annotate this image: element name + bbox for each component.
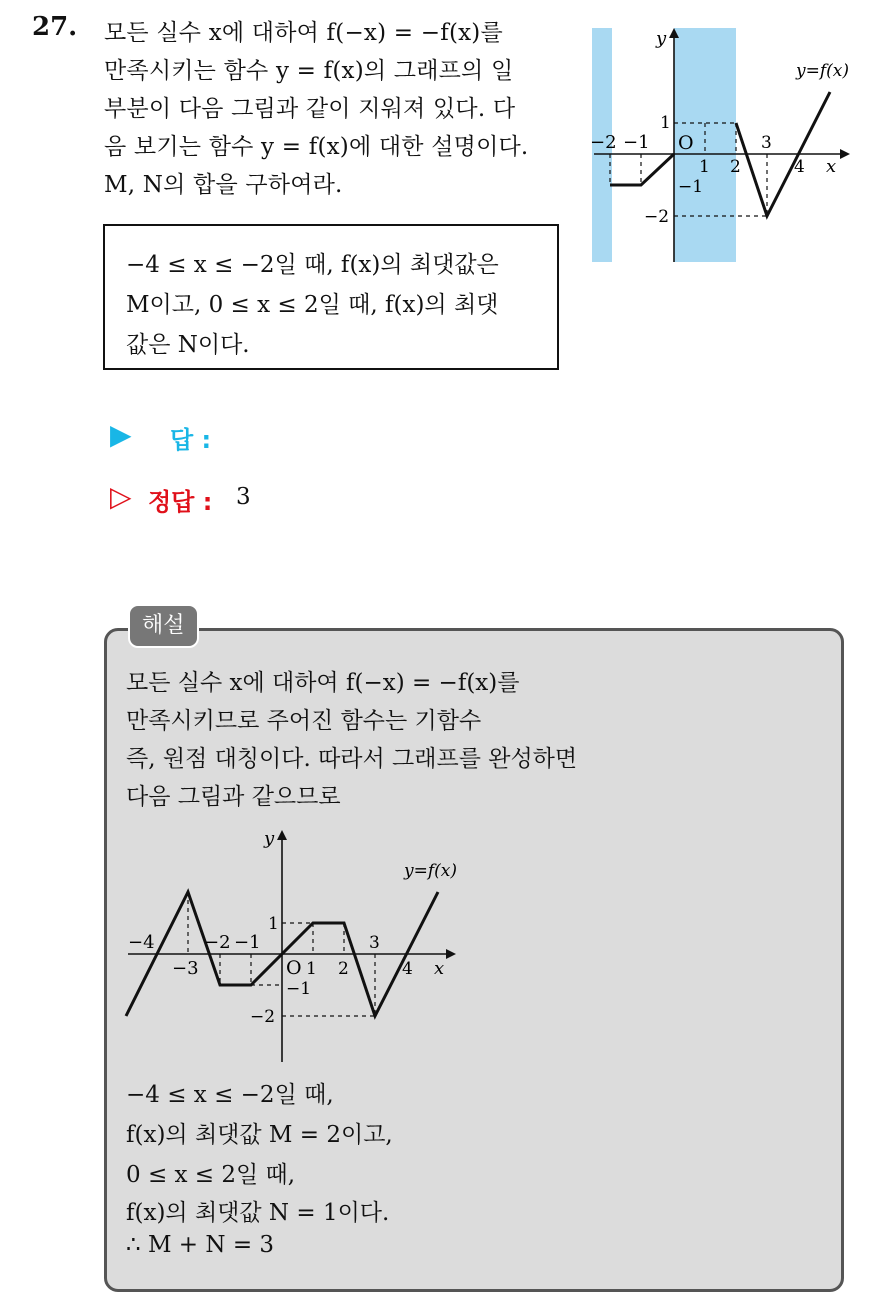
answer-marker-icon: ▶ <box>110 418 132 451</box>
solution-line-8: f(x)의 최댓값 N = 1이다. <box>126 1200 390 1226</box>
x-axis-label: x <box>434 958 445 979</box>
condition-line-1: −4 ≤ x ≤ −2일 때, f(x)의 최댓값은 <box>126 252 499 278</box>
solution-graph <box>120 822 480 1066</box>
tick-p3: 3 <box>761 133 772 153</box>
x-axis-label: x <box>826 156 837 177</box>
x-axis-arrow <box>446 949 456 959</box>
origin-label: O <box>286 957 302 979</box>
tick-m1: −1 <box>623 132 650 153</box>
tick-y-m2: −2 <box>644 207 670 227</box>
solution-line-1: 모든 실수 x에 대하여 f(−x) = −f(x)를 <box>126 670 520 696</box>
tick-m2: −2 <box>590 132 617 153</box>
solution-line-5: −4 ≤ x ≤ −2일 때, <box>126 1082 334 1108</box>
y-axis-label: y <box>264 828 275 849</box>
answer-label: 답 : <box>170 426 212 454</box>
question-line-1: 모든 실수 x에 대하여 f(−x) = −f(x)를 <box>104 20 503 46</box>
question-number: 27. <box>32 12 78 42</box>
tick-m2: −2 <box>204 932 231 953</box>
tick-m1: −1 <box>234 932 261 953</box>
condition-line-3: 값은 N이다. <box>126 332 250 358</box>
tick-p3: 3 <box>369 933 380 953</box>
tick-y-m2: −2 <box>250 1007 276 1027</box>
tick-p1: 1 <box>699 157 710 177</box>
tick-p2: 2 <box>338 959 349 979</box>
curve-label: y=f(x) <box>796 61 849 81</box>
question-line-5: M, N의 합을 구하여라. <box>104 172 343 198</box>
tick-y-m1: −1 <box>678 177 704 197</box>
solution-line-3: 즉, 원점 대칭이다. 따라서 그래프를 완성하면 <box>126 746 578 772</box>
question-graph <box>588 22 864 270</box>
tick-y-p1: 1 <box>660 113 671 133</box>
y-axis-label: y <box>656 28 667 49</box>
curve-left-visible <box>610 154 674 185</box>
x-axis-arrow <box>840 149 850 159</box>
correct-value: 3 <box>236 484 251 510</box>
curve-label: y=f(x) <box>404 861 457 881</box>
tick-y-p1: 1 <box>268 914 279 934</box>
tick-m3: −3 <box>172 958 199 979</box>
tick-p2: 2 <box>730 157 741 177</box>
tick-p4: 4 <box>402 959 413 979</box>
question-line-3: 부분이 다음 그림과 같이 지워져 있다. 다 <box>104 96 516 122</box>
solution-line-9: ∴ M + N = 3 <box>126 1232 275 1258</box>
question-line-2: 만족시키는 함수 y = f(x)의 그래프의 일 <box>104 58 514 84</box>
solution-line-7: 0 ≤ x ≤ 2일 때, <box>126 1162 296 1188</box>
tick-y-m1: −1 <box>286 979 312 999</box>
question-line-4: 음 보기는 함수 y = f(x)에 대한 설명이다. <box>104 134 529 160</box>
solution-line-4: 다음 그림과 같으므로 <box>126 784 341 810</box>
tick-m4: −4 <box>128 932 155 953</box>
solution-tag: 해설 <box>128 604 199 648</box>
tick-p4: 4 <box>794 157 805 177</box>
correct-label: 정답 : <box>148 488 213 516</box>
origin-label: O <box>678 132 694 154</box>
correct-marker-icon: ▷ <box>110 480 132 513</box>
y-axis-arrow <box>277 830 287 840</box>
solution-line-2: 만족시키므로 주어진 함수는 기함수 <box>126 708 482 734</box>
solution-line-6: f(x)의 최댓값 M = 2이고, <box>126 1122 393 1148</box>
tick-p1: 1 <box>306 959 317 979</box>
condition-line-2: M이고, 0 ≤ x ≤ 2일 때, f(x)의 최댓 <box>126 292 499 318</box>
